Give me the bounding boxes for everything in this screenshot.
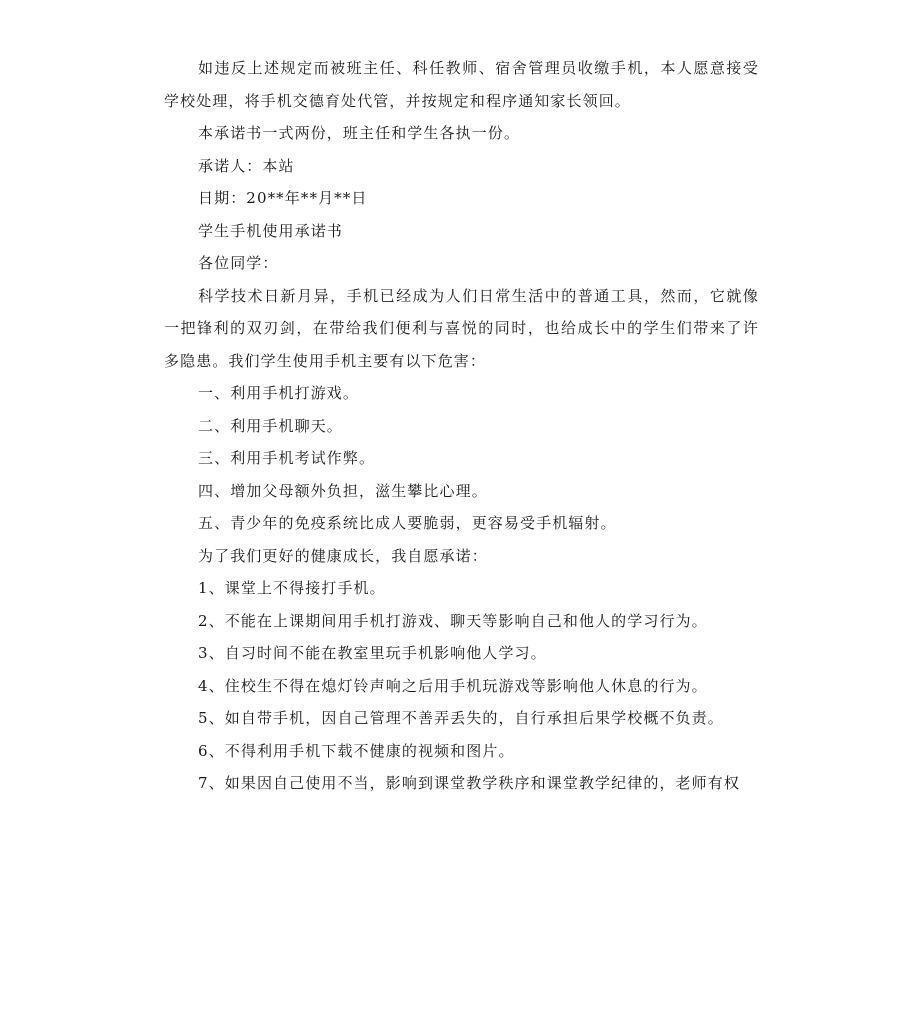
document-body xyxy=(164,52,759,800)
hazard-item-1: 一、利用手机打游戏。 xyxy=(198,384,360,402)
salutation: 各位同学： xyxy=(198,254,279,272)
pledge-item-5: 5、如自带手机，因自己管理不善弄丢失的，自行承担后果学校概不负责。 xyxy=(198,709,724,727)
hazard-item-2: 二、利用手机聊天。 xyxy=(198,416,343,435)
paragraph-intro: 科学技术日新月异，手机已经成为人们日常生活中的普通工具，然而，它就像一把锋利的双刃剑，在带给我们便利与喜悦的同时，也给成长中的学生们带来了许多隐患。我们学生使用手机主要有以下危害： xyxy=(164,286,759,370)
hazard-item-3: 三、利用手机考试作弊。 xyxy=(198,449,376,467)
pledge-item-4: 4、住校生不得在熄灯铃声响之后用手机玩游戏等影响他人休息的行为。 xyxy=(198,676,708,695)
hazard-item-5: 五、青少年的免疫系统比成人要脆弱，更容易受手机辐射。 xyxy=(198,514,617,532)
pledge-intro: 为了我们更好的健康成长，我自愿承诺： xyxy=(198,546,488,565)
pledge-item-2: 2、不能在上课期间用手机打游戏、聊天等影响自己和他人的学习行为。 xyxy=(198,611,708,630)
hazard-item-4: 四、增加父母额外负担，滋生攀比心理。 xyxy=(198,481,488,500)
paragraph-signer: 承诺人：本站 xyxy=(198,156,295,175)
pledge-item-3: 3、自习时间不能在教室里玩手机影响他人学习。 xyxy=(198,644,547,662)
pledge-item-7: 7、如果因自己使用不当，影响到课堂教学秩序和课堂教学纪律的，老师有权 xyxy=(198,774,740,792)
paragraph-date: 日期：20**年**月**日 xyxy=(198,189,368,207)
paragraph-confiscation-rule: 如违反上述规定而被班主任、科任教师、宿舍管理员收缴手机，本人愿意接受学校处理，将手机交德育处代管，并按规定和程序通知家长领回。 xyxy=(164,59,759,110)
paragraph-copies: 本承诺书一式两份，班主任和学生各执一份。 xyxy=(198,124,521,142)
pledge-item-6: 6、不得利用手机下载不健康的视频和图片。 xyxy=(198,741,515,760)
section-title: 学生手机使用承诺书 xyxy=(198,221,343,240)
pledge-item-1: 1、课堂上不得接打手机。 xyxy=(198,579,386,597)
